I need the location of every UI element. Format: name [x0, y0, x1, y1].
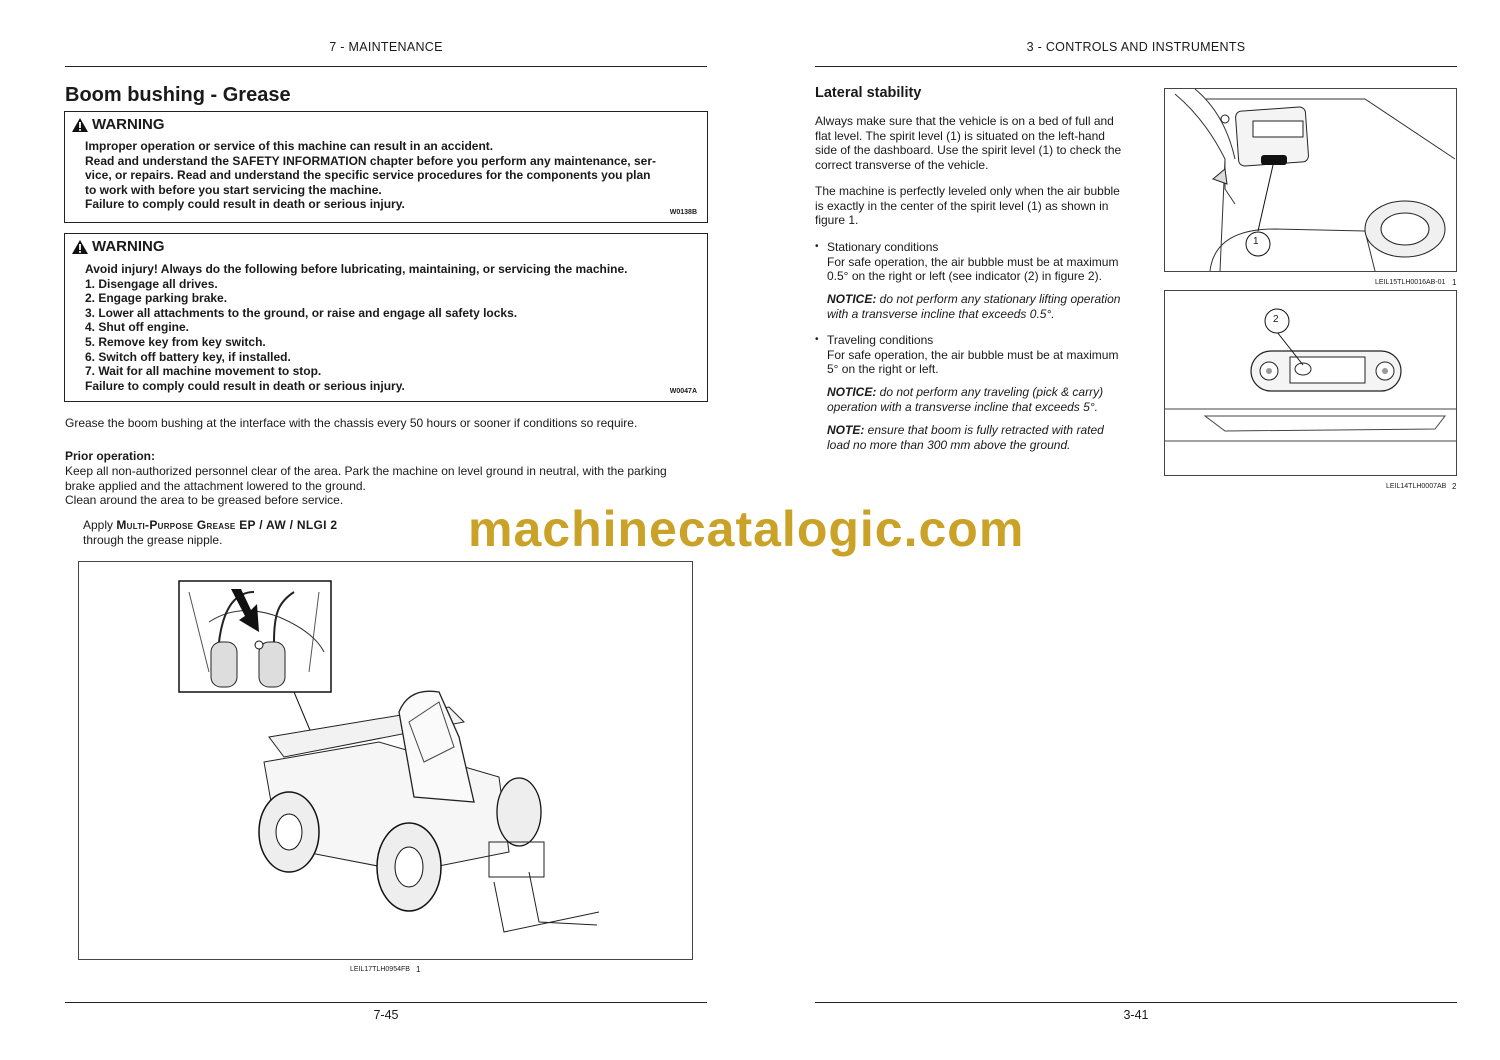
traveling-conditions	[827, 333, 1137, 377]
watermark-text: machinecatalogic.com	[468, 501, 1025, 557]
prior-line: Clean around the area to be greased before service.	[65, 493, 344, 508]
apply-instruction	[83, 518, 393, 547]
note-text-2: load no more than 300 mm above the ground.	[827, 437, 1071, 452]
warning-2-line: 5. Remove key from key switch.	[85, 334, 266, 349]
para1-line: side of the dashboard. Use the spirit level (1) to check the	[815, 143, 1122, 158]
right-header-rule	[815, 66, 1457, 67]
traveling-line-2: 5° on the right or left.	[827, 362, 939, 377]
warning-1-body	[85, 139, 695, 212]
left-header-rule	[65, 66, 707, 67]
stationary-notice	[827, 292, 1137, 321]
bullet-dot: •	[815, 334, 819, 345]
notice-text-2: with a transverse incline that exceeds 0.5°.	[827, 306, 1055, 321]
warning-2-line: Avoid injury! Always do the following before lubricating, maintaining, or servicing the machine.	[85, 262, 628, 276]
para2-line: is exactly in the center of the spirit level (1) as shown in	[815, 198, 1109, 213]
telehandler-illustration	[79, 562, 692, 959]
right-footer-rule	[815, 1002, 1457, 1003]
warning-2-line: 2. Engage parking brake.	[85, 291, 228, 306]
warning-2-line: Failure to comply could result in death or serious injury.	[85, 378, 405, 393]
notice-text-2: operation with a transverse incline that exceeds 5°.	[827, 399, 1098, 414]
stationary-line-1: For safe operation, the air bubble must be at maximum	[827, 254, 1119, 269]
warning-triangle-icon	[71, 117, 89, 133]
prior-line: Keep all non-authorized personnel clear of the area. Park the machine on level ground in neutral, with the parking	[65, 464, 667, 478]
grease-product-name: Multi-Purpose Grease EP / AW / NLGI 2	[116, 518, 338, 532]
left-page-header: 7 - MAINTENANCE	[329, 40, 443, 54]
para1-line: Always make sure that the vehicle is on a bed of full and	[815, 114, 1114, 128]
warning-2-line: 3. Lower all attachments to the ground, or raise and engage all safety locks.	[85, 305, 518, 320]
traveling-notice	[827, 385, 1137, 414]
para2-line: figure 1.	[815, 213, 859, 228]
notice-label: NOTICE:	[827, 385, 877, 399]
warning-1-line: to work with before you start servicing the machine.	[85, 182, 382, 197]
warning-box-1	[64, 111, 708, 223]
dashboard-illustration	[1165, 89, 1456, 271]
warning-1-title-text: WARNING	[92, 116, 165, 133]
traveling-title: Traveling conditions	[827, 333, 934, 347]
stationary-conditions	[827, 240, 1137, 284]
traveling-note	[827, 423, 1137, 452]
para1-line: correct transverse of the vehicle.	[815, 157, 989, 172]
prior-operation-heading: Prior operation:	[65, 449, 156, 463]
figure-number-left: 1	[416, 965, 421, 974]
warning-1-line: Failure to comply could result in death or serious injury.	[85, 197, 405, 212]
bullet-dot: •	[815, 241, 819, 252]
warning-2-title	[71, 238, 165, 255]
warning-2-line: 6. Switch off battery key, if installed.	[85, 349, 291, 364]
warning-1-line: Improper operation or service of this machine can result in an accident.	[85, 139, 494, 153]
right-page-title: Lateral stability	[815, 85, 922, 101]
left-page-title: Boom bushing - Grease	[65, 84, 291, 106]
spirit-level-illustration	[1165, 291, 1456, 475]
warning-2-code: W0047A	[669, 388, 697, 395]
dashboard-figure	[1164, 88, 1457, 272]
warning-1-line: vice, or repairs. Read and understand the specific service procedures for the components you plan	[85, 168, 651, 183]
warning-2-body	[85, 262, 695, 393]
left-page-number: 7-45	[373, 1008, 399, 1022]
warning-2-title-text: WARNING	[92, 238, 165, 255]
para2-line: The machine is perfectly leveled only when the air bubble	[815, 184, 1120, 198]
warning-1-title	[71, 116, 165, 133]
right-page-header: 3 - CONTROLS AND INSTRUMENTS	[1026, 40, 1246, 54]
notice-label: NOTICE:	[827, 292, 877, 306]
left-footer-rule	[65, 1002, 707, 1003]
notice-text-1: do not perform any traveling (pick & carry)	[876, 385, 1104, 399]
note-label: NOTE:	[827, 423, 865, 437]
apply-suffix: through the grease nipple.	[83, 532, 223, 547]
warning-2-line: 4. Shut off engine.	[85, 320, 189, 335]
callout-2-label: 2	[1273, 314, 1279, 325]
intro-paragraph: Grease the boom bushing at the interface with the chassis every 50 hours or sooner if conditions so require.	[65, 416, 638, 430]
figure-caption-left: LEIL17TLH0954FB	[350, 966, 410, 973]
spirit-level-figure	[1164, 290, 1457, 476]
callout-1-label: 1	[1253, 236, 1259, 247]
prior-line: brake applied and the attachment lowered to the ground.	[65, 478, 366, 493]
stationary-title: Stationary conditions	[827, 240, 939, 254]
figure-2-caption: LEIL14TLH0007AB	[1386, 483, 1447, 490]
warning-1-line: Read and understand the SAFETY INFORMATION chapter before you perform any maintenance, ser-	[85, 153, 656, 168]
telehandler-figure	[78, 561, 693, 960]
warning-triangle-icon	[71, 239, 89, 255]
apply-prefix: Apply	[83, 518, 114, 532]
stationary-line-2: 0.5° on the right or left (see indicator (2) in figure 2).	[827, 269, 1102, 284]
lateral-para-2	[815, 184, 1135, 228]
notice-text-1: do not perform any stationary lifting operation	[876, 292, 1121, 306]
note-text-1: ensure that boom is fully retracted with rated	[864, 423, 1104, 437]
warning-box-2	[64, 233, 708, 402]
figure-2-number: 2	[1452, 482, 1457, 491]
lateral-para-1	[815, 114, 1135, 172]
warning-2-line: 7. Wait for all machine movement to stop.	[85, 364, 322, 379]
figure-1-number: 1	[1452, 278, 1457, 287]
warning-1-code: W0138B	[669, 209, 697, 216]
traveling-line-1: For safe operation, the air bubble must be at maximum	[827, 347, 1119, 362]
figure-1-caption: LEIL15TLH0016AB-01	[1375, 279, 1446, 286]
para1-line: flat level. The spirit level (1) is situated on the left-hand	[815, 128, 1105, 143]
right-page-number: 3-41	[1123, 1008, 1149, 1022]
warning-2-line: 1. Disengage all drives.	[85, 276, 218, 291]
